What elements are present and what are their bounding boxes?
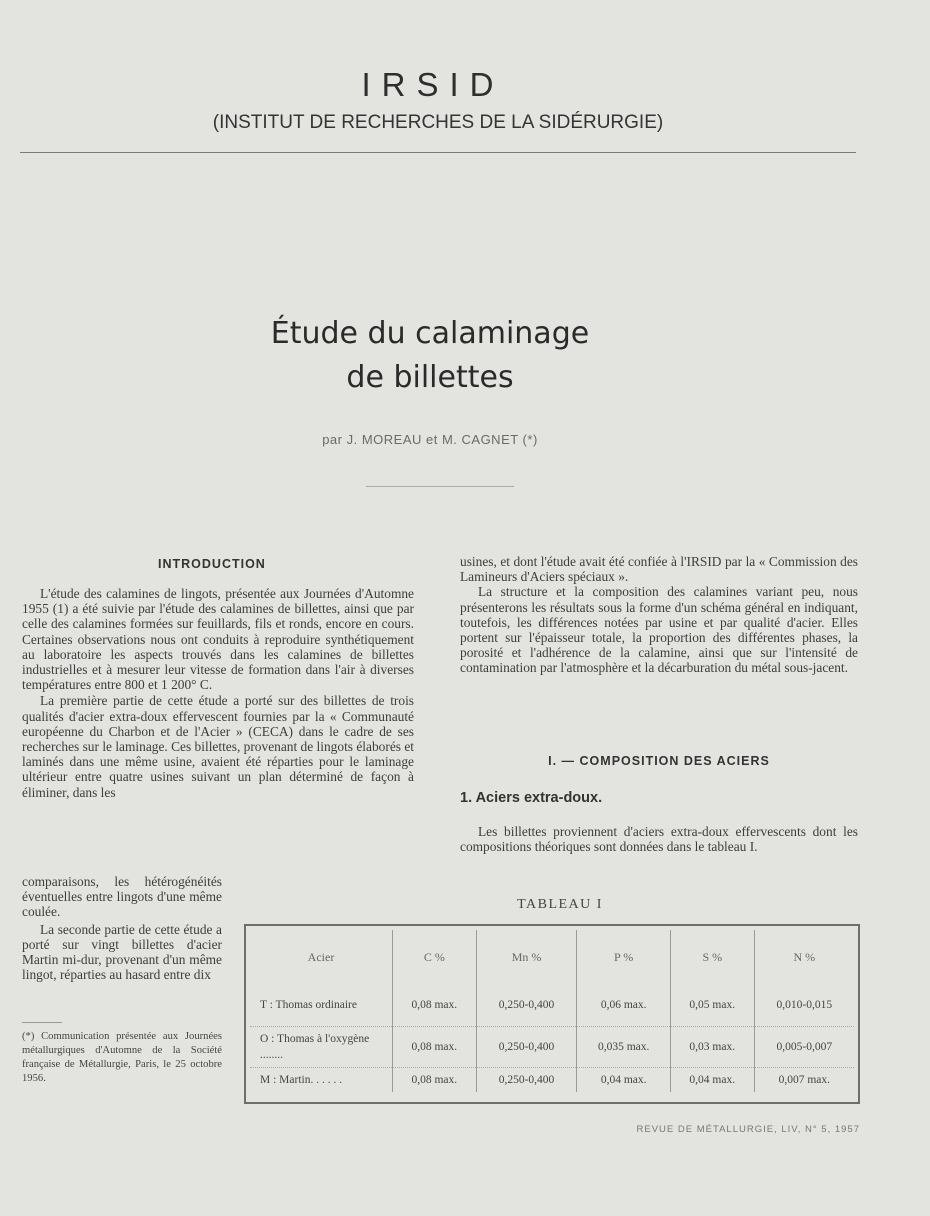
article-title bbox=[120, 312, 740, 400]
header-acier: Acier bbox=[250, 930, 393, 984]
article-title-line-2: de billettes bbox=[346, 360, 514, 395]
header-n: N % bbox=[793, 949, 816, 964]
intro-paragraph-1: L'étude des calamines de lingots, présentée aux Journées d'Automne 1955 (1) a été suivie par l'étude des calamines de billettes, ainsi que par celle des calamines formées sur feuillards, fils et ronds, encore en cours. Certaines observations nous ont conduits à reproduire synthétiquement au laboratoire les aspects trouvés dans les calamines de billettes industrielles et à mesurer leur vitesse de formation dans l'air à diverses températures entre 800 et 1 200° C. bbox=[22, 586, 414, 693]
composition-table bbox=[244, 924, 860, 1104]
table-cell: 0,08 max. bbox=[393, 984, 477, 1027]
table-cell: 0,03 max. bbox=[670, 1027, 754, 1068]
intro-paragraph-2-continued: comparaisons, les hétérogénéités éventuelles entre lingots d'une même coulée. bbox=[22, 874, 222, 920]
table-cell: 0,250-0,400 bbox=[476, 984, 577, 1027]
table-row bbox=[250, 1068, 854, 1093]
left-narrow-column bbox=[22, 874, 222, 982]
journal-section-subtitle: (INSTITUT DE RECHERCHES DE LA SIDÉRURGIE) bbox=[212, 112, 664, 133]
right-column-body-2 bbox=[460, 824, 858, 854]
table-cell: 0,06 max. bbox=[577, 984, 671, 1027]
byline-divider bbox=[366, 486, 514, 487]
article-byline: par J. MOREAU et M. CAGNET (*) bbox=[322, 432, 538, 447]
table-header-row bbox=[250, 930, 854, 984]
footnote-divider bbox=[22, 1022, 62, 1023]
table-cell: T : Thomas ordinaire bbox=[250, 984, 393, 1027]
right-column-body bbox=[460, 554, 858, 676]
table-row bbox=[250, 1027, 854, 1068]
right-paragraph-3: Les billettes proviennent d'aciers extra-doux effervescents dont les compositions théoriques sont données dans le tableau I. bbox=[460, 824, 858, 855]
table-cell: 0,250-0,400 bbox=[476, 1068, 577, 1093]
right-paragraph-1: usines, et dont l'étude avait été confiée à l'IRSID par la « Commission des Lamineurs d'Aciers spéciaux ». bbox=[460, 554, 858, 585]
composition-table-grid bbox=[250, 930, 854, 1092]
intro-paragraph-3: La seconde partie de cette étude a porté sur vingt billettes d'acier Martin mi-dur, provenant d'un même lingot, réparties au hasard entre dix bbox=[22, 921, 222, 983]
table-caption: TABLEAU I bbox=[517, 897, 603, 912]
introduction-heading: INTRODUCTION bbox=[158, 557, 266, 571]
table-cell: 0,08 max. bbox=[393, 1027, 477, 1068]
header-mn: Mn % bbox=[476, 930, 577, 984]
table-cell: 0,005-0,007 bbox=[754, 1027, 854, 1068]
table-cell: 0,035 max. bbox=[577, 1027, 671, 1068]
page-footer: REVUE DE MÉTALLURGIE, LIV, N° 5, 1957 bbox=[636, 1124, 860, 1135]
table-cell: 0,08 max. bbox=[393, 1068, 477, 1093]
right-paragraph-2: La structure et la composition des calamines variant peu, nous présenterons les résultats sous la forme d'un schéma général en indiquant, toutefois, les différences notées par usine et par qualité d'acier. Elles portent sur l'épaisseur totale, la proportion des différentes phases, la porosité et l'adhérence de la calamine, ainsi que sur l'intensité de contamination par l'atmosphère et la décarburation du métal sous-jacent. bbox=[460, 584, 858, 676]
table-cell: M : Martin. . . . . . bbox=[250, 1068, 393, 1093]
footnote: (*) Communication présentée aux Journées métallurgiques d'Automne de la Société française de Métallurgie, Paris, le 25 octobre 1956. bbox=[22, 1031, 222, 1084]
table-cell: 0,007 max. bbox=[778, 1074, 831, 1086]
table-cell: 0,250-0,400 bbox=[476, 1027, 577, 1068]
section-heading: I. — COMPOSITION DES ACIERS bbox=[548, 754, 770, 768]
header-c: C % bbox=[393, 930, 477, 984]
table-cell: 0,04 max. bbox=[670, 1068, 754, 1093]
table-row bbox=[250, 984, 854, 1027]
table-cell: 0,05 max. bbox=[670, 984, 754, 1027]
header-divider bbox=[20, 152, 856, 153]
table-cell: 0,04 max. bbox=[577, 1068, 671, 1093]
subsection-heading: 1. Aciers extra-doux. bbox=[460, 790, 603, 806]
header-p: P % bbox=[577, 930, 671, 984]
left-column-body bbox=[22, 586, 414, 800]
article-title-line-1: Étude du calaminage bbox=[270, 316, 590, 351]
table-cell: O : Thomas à l'oxygène ........ bbox=[250, 1027, 393, 1068]
journal-section-title: IRSID bbox=[361, 66, 505, 103]
table-cell: 0,010-0,015 bbox=[754, 984, 854, 1027]
header-s: S % bbox=[670, 930, 754, 984]
intro-paragraph-2: La première partie de cette étude a porté sur des billettes de trois qualités d'acier extra-doux effervescent fournies par la « Communauté européenne du Charbon et de l'Acier » (CECA) dans le cadre de ses recherches sur le laminage. Ces billettes, provenant de lingots élaborés et laminés dans une même usine, avaient été réparties pour le laminage ultérieur entre quatre usines suivant un plan déterminé de façon à éliminer, dans les bbox=[22, 693, 414, 800]
